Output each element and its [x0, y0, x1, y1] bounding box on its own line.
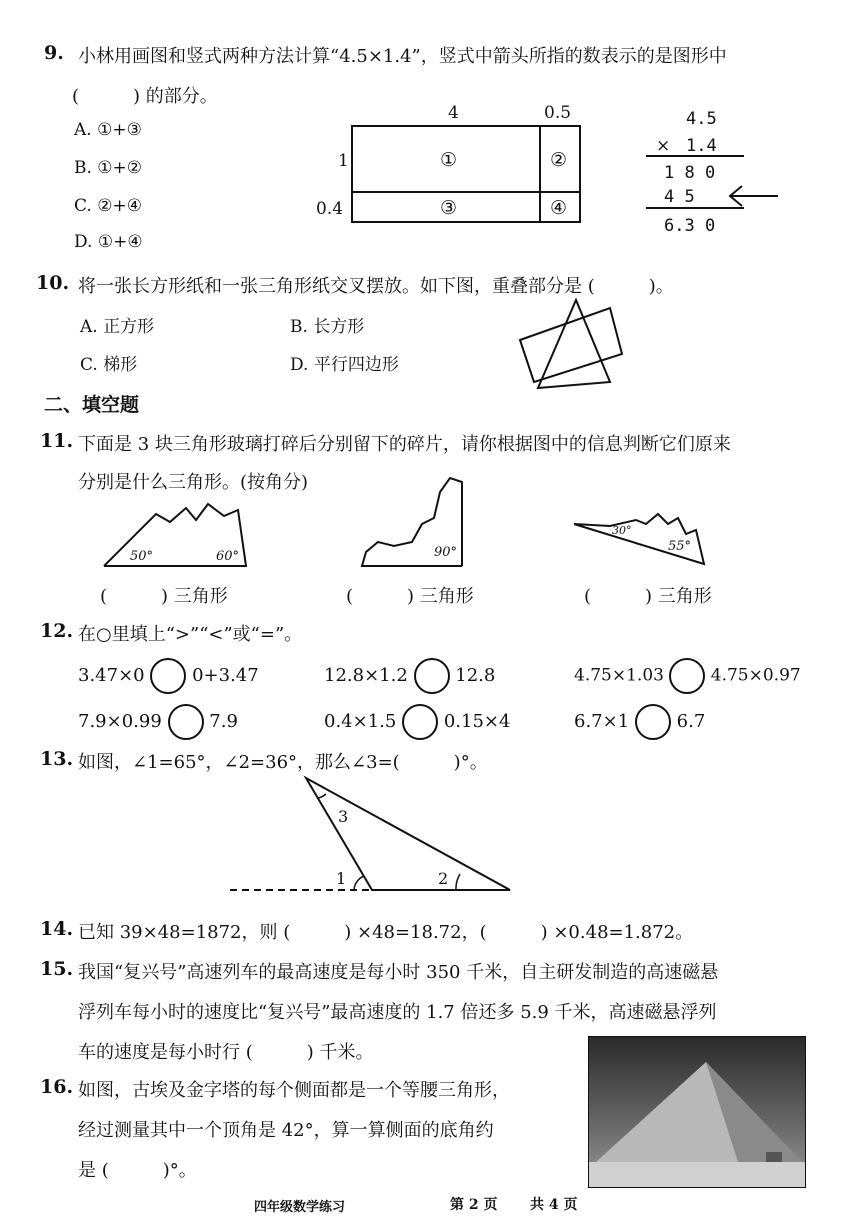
q13-text: 如图，∠1=65°，∠2=36°，那么∠3=( )°。 [78, 752, 488, 773]
q10-option-d: D. 平行四边形 [290, 355, 399, 375]
q13-triangle-figure [226, 772, 526, 902]
compare-circle[interactable] [402, 704, 438, 740]
q11-angle-55: 55° [668, 539, 692, 554]
q9-option-a: A. ①+③ [74, 120, 142, 140]
q12-item-3: 4.75×1.03 4.75×0.97 [574, 658, 801, 694]
q12-item-4: 7.9×0.99 7.9 [78, 704, 238, 740]
q9-text-line1: 小林用画图和竖式两种方法计算“4.5×1.4”，竖式中箭头所指的数表示的是图形中 [78, 46, 727, 67]
q9-cell-1: ① [440, 149, 458, 171]
q14-number: 14. [40, 918, 74, 940]
q10-option-b: B. 长方形 [290, 317, 365, 337]
footer-subject: 四年级数学练习 [254, 1200, 346, 1215]
q9-number: 9. [44, 42, 64, 64]
compare-circle[interactable] [414, 658, 450, 694]
q11-fragment-1 [100, 500, 250, 572]
q9-label-0-4: 0.4 [316, 199, 344, 219]
q9-cell-4: ④ [550, 197, 568, 219]
q9-label-0-5: 0.5 [544, 103, 572, 123]
q16-text-line2: 经过测量其中一个顶角是 42°，算一算侧面的底角约 [78, 1120, 494, 1141]
q10-overlap-figure [514, 296, 626, 392]
q11-angle-60: 60° [216, 549, 240, 564]
compare-circle[interactable] [150, 658, 186, 694]
q12-item-2: 12.8×1.2 12.8 [324, 658, 495, 694]
section-title-fill-in: 二、填空题 [44, 394, 140, 416]
q9-partial-2: 4 5 [664, 187, 695, 207]
q9-label-1: 1 [338, 151, 349, 171]
arrow-icon [730, 186, 778, 206]
q13-number: 13. [40, 748, 74, 770]
q16-text-line3: 是 ( )°。 [78, 1160, 197, 1181]
q14-text: 已知 39×48=1872，则 ( ) ×48=18.72，( ) ×0.48=1.872。 [78, 922, 694, 943]
footer-page-number: 第 2 页 [450, 1197, 498, 1213]
q9-area-figure [310, 96, 600, 232]
q11-fragment-3 [570, 510, 710, 570]
q9-cell-3: ③ [440, 197, 458, 219]
q13-angle-3-label: 3 [338, 807, 349, 826]
q9-partial-1: 1 8 0 [664, 163, 716, 183]
compare-circle[interactable] [669, 658, 705, 694]
q12-item-5: 0.4×1.5 0.15×4 [324, 704, 510, 740]
q9-times-sign: × [656, 136, 671, 156]
q9-multiplicand: 4.5 [686, 109, 717, 129]
q9-label-4: 4 [448, 103, 459, 123]
q9-product: 6.3 0 [664, 216, 716, 236]
q10-option-a: A. 正方形 [80, 317, 155, 337]
q13-angle-2-label: 2 [438, 869, 449, 888]
q11-angle-50: 50° [130, 549, 154, 564]
q10-option-c: C. 梯形 [80, 355, 138, 375]
q9-option-d: D. ①+④ [74, 232, 143, 252]
q12-number: 12. [40, 620, 74, 642]
q11-fragment-2 [356, 472, 474, 572]
q9-vertical-multiplication [636, 100, 796, 240]
q10-number: 10. [36, 272, 70, 294]
q9-option-b: B. ①+② [74, 158, 143, 178]
q9-option-c: C. ②+④ [74, 196, 142, 216]
q11-blank-2[interactable]: ( ) 三角形 [346, 586, 474, 607]
q11-blank-1[interactable]: ( ) 三角形 [100, 586, 228, 607]
q16-text-line1: 如图，古埃及金字塔的每个侧面都是一个等腰三角形， [78, 1080, 510, 1101]
q15-number: 15. [40, 958, 74, 980]
q11-blank-3[interactable]: ( ) 三角形 [584, 586, 712, 607]
q15-text-line2: 浮列车每小时的速度比“复兴号”最高速度的 1.7 倍还多 5.9 千米，高速磁悬浮列 [78, 1002, 717, 1023]
q9-multiplier: 1.4 [686, 136, 717, 156]
q11-angle-30: 30° [612, 524, 632, 537]
q9-cell-2: ② [550, 149, 568, 171]
compare-circle[interactable] [168, 704, 204, 740]
q12-item-1: 3.47×0 0+3.47 [78, 658, 259, 694]
compare-circle[interactable] [635, 704, 671, 740]
footer-total-pages: 共 4 页 [530, 1197, 578, 1213]
q12-item-6: 6.7×1 6.7 [574, 704, 705, 740]
pyramid-photo [588, 1036, 806, 1188]
q16-number: 16. [40, 1076, 74, 1098]
q11-angle-90: 90° [434, 545, 458, 560]
q15-text-line1: 我国“复兴号”高速列车的最高速度是每小时 350 千米，自主研发制造的高速磁悬 [78, 962, 719, 983]
q11-number: 11. [40, 430, 74, 452]
q13-angle-1-label: 1 [336, 869, 347, 888]
q10-text: 将一张长方形纸和一张三角形纸交叉摆放。如下图，重叠部分是 ( )。 [78, 276, 674, 297]
q15-text-line3: 车的速度是每小时行 ( ) 千米。 [78, 1042, 374, 1063]
q11-text-line2: 分别是什么三角形。(按角分) [78, 472, 309, 493]
q12-text: 在○里填上“>”“<”或“=”。 [78, 624, 303, 645]
q9-text-line2: ( ) 的部分。 [72, 86, 218, 107]
q11-text-line1: 下面是 3 块三角形玻璃打碎后分别留下的碎片，请你根据图中的信息判断它们原来 [78, 434, 731, 455]
